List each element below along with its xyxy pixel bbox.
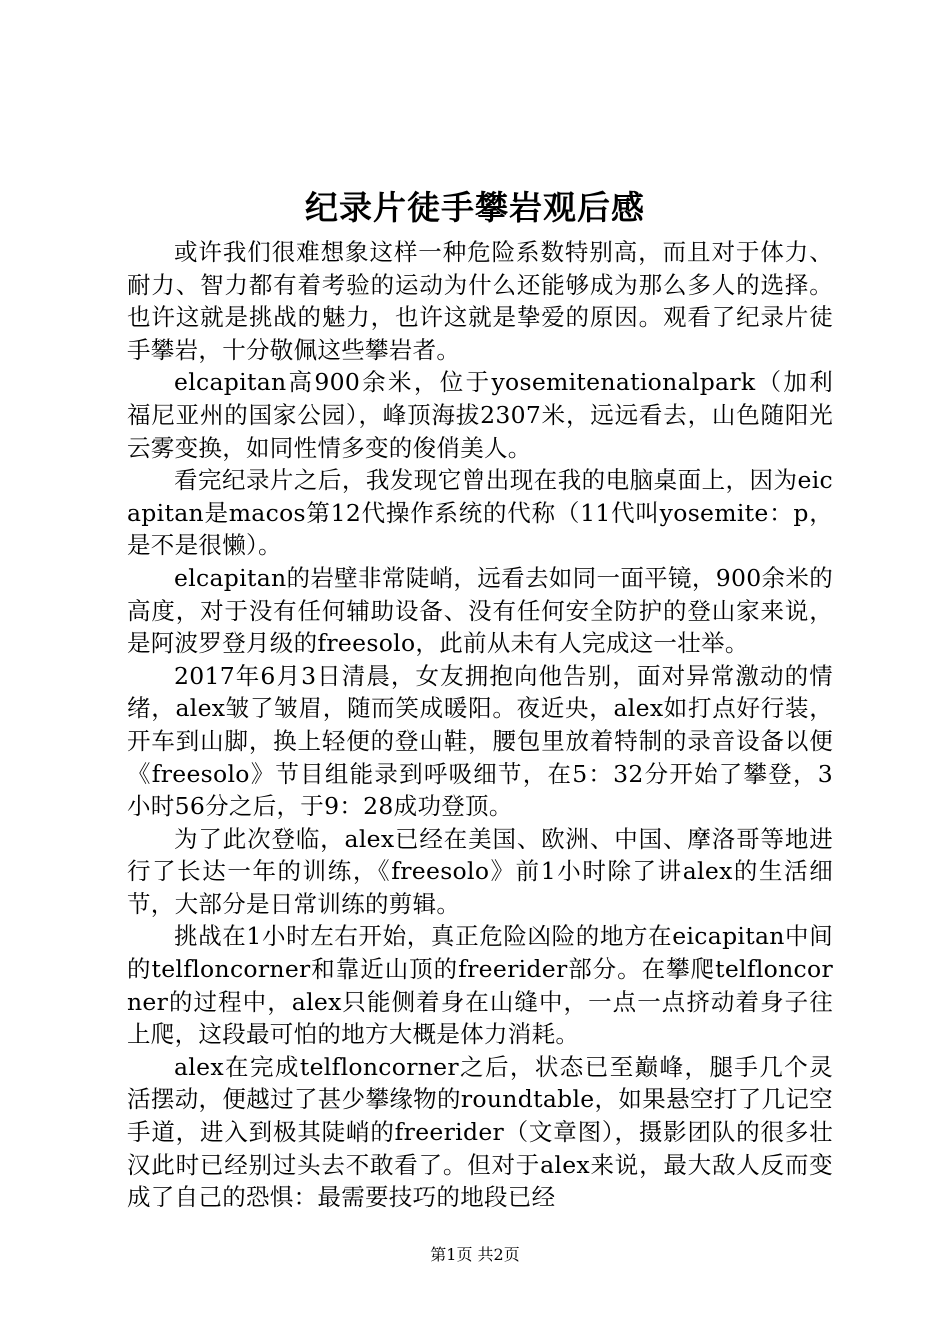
paragraph: elcapitan高900余米，位于yosemitenationalpark（加利福尼亚州的国家公园），峰顶海拔2307米，远远看去，山色随阳光云雾变换，如同性情多变的俊俏美人。 <box>127 368 833 462</box>
document-title: 纪录片徒手攀岩观后感 <box>305 188 645 227</box>
document-body <box>127 236 833 1214</box>
paragraph: alex在完成telfloncorner之后，状态已至巅峰，腿手几个灵活摆动，便越过了甚少攀缘物的roundtable，如果悬空打了几记空手道，进入到极其陡峭的freerider（文章图），摄影团队的很多壮汉此时已经别过头去不敢看了。但对于alex来说，最大敌人反而变成了自己的恐惧：最需要技巧的地段已经 <box>127 1052 833 1212</box>
paragraph: 为了此次登临，alex已经在美国、欧洲、中国、摩洛哥等地进行了长达一年的训练，《freesolo》前1小时除了讲alex的生活细节，大部分是日常训练的剪辑。 <box>127 824 833 918</box>
page-footer: 第1页 共2页 <box>430 1245 520 1264</box>
paragraph: 2017年6月3日清晨，女友拥抱向他告别，面对异常激动的情绪，alex皱了皱眉，随而笑成暖阳。夜近央，alex如打点好行装，开车到山脚，换上轻便的登山鞋，腰包里放着特制的录音设备以便《freesolo》节目组能录到呼吸细节，在5：32分开始了攀登，3小时56分之后，于9：28成功登顶。 <box>127 661 833 821</box>
paragraph: 看完纪录片之后，我发现它曾出现在我的电脑桌面上，因为eicapitan是macos第12代操作系统的代称（11代叫yosemite：p，是不是很懒）。 <box>127 466 833 560</box>
paragraph: 或许我们很难想象这样一种危险系数特别高，而且对于体力、耐力、智力都有着考验的运动为什么还能够成为那么多人的选择。也许这就是挑战的魅力，也许这就是挚爱的原因。观看了纪录片徒手攀岩，十分敬佩这些攀岩者。 <box>127 238 833 364</box>
paragraph: 挑战在1小时左右开始，真正危险凶险的地方在eicapitan中间的telfloncorner和靠近山顶的freerider部分。在攀爬telfloncorner的过程中，alex只能侧着身在山缝中，一点一点挤动着身子往上爬，这段最可怕的地方大概是体力消耗。 <box>127 922 833 1049</box>
paragraph: elcapitan的岩壁非常陡峭，远看去如同一面平镜，900余米的高度，对于没有任何辅助设备、没有任何安全防护的登山家来说，是阿波罗登月级的freesolo，此前从未有人完成这一壮举。 <box>127 563 833 658</box>
